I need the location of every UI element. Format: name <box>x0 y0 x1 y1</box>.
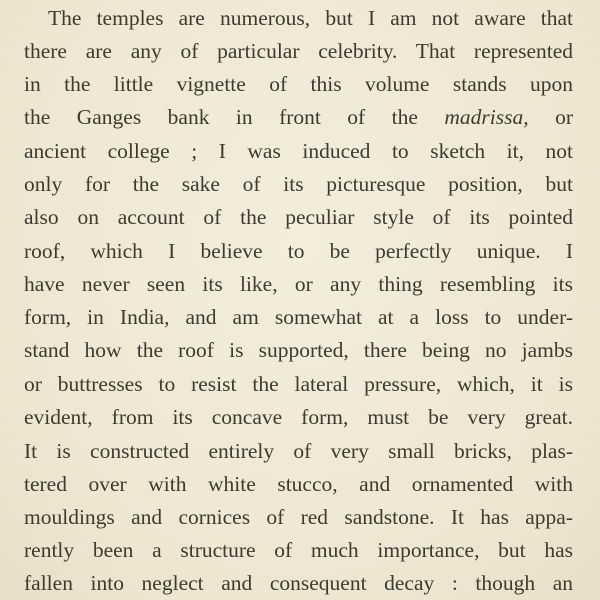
text-line: The temples are numerous, but I am not aware that <box>48 6 573 30</box>
text-line: stand how the roof is supported, there being no jambs <box>24 338 573 362</box>
text-line <box>24 100 573 134</box>
text-segment: the Ganges bank in front of the <box>24 105 418 129</box>
text-line: in the little vignette of this volume stands upon <box>24 72 573 96</box>
text-line: mouldings and cornices of red sandstone. It has appa- <box>24 505 573 529</box>
text-line: have never seen its like, or any thing resembling its <box>24 272 573 296</box>
text-line: roof, which I believe to be perfectly unique. I <box>24 239 573 263</box>
text-line: form, in India, and am somewhat at a loss to under- <box>24 305 573 329</box>
text-line: rently been a structure of much importance, but has <box>24 538 573 562</box>
text-line: evident, from its concave form, must be very great. <box>24 405 573 429</box>
text-line: It is constructed entirely of very small bricks, plas- <box>24 439 573 463</box>
italic-term: madrissa, <box>444 105 529 129</box>
text-line: or buttresses to resist the lateral pressure, which, it is <box>24 372 573 396</box>
text-line: also on account of the peculiar style of its pointed <box>24 205 573 229</box>
text-line: only for the sake of its picturesque position, but <box>24 172 573 196</box>
text-line: ancient college ; I was induced to sketch it, not <box>24 139 573 163</box>
text-line: fallen into neglect and consequent decay : though an <box>24 571 573 595</box>
text-segment: or <box>555 105 573 129</box>
text-line: tered over with white stucco, and ornamented with <box>24 472 573 496</box>
text-line: there are any of particular celebrity. That represented <box>24 39 573 63</box>
